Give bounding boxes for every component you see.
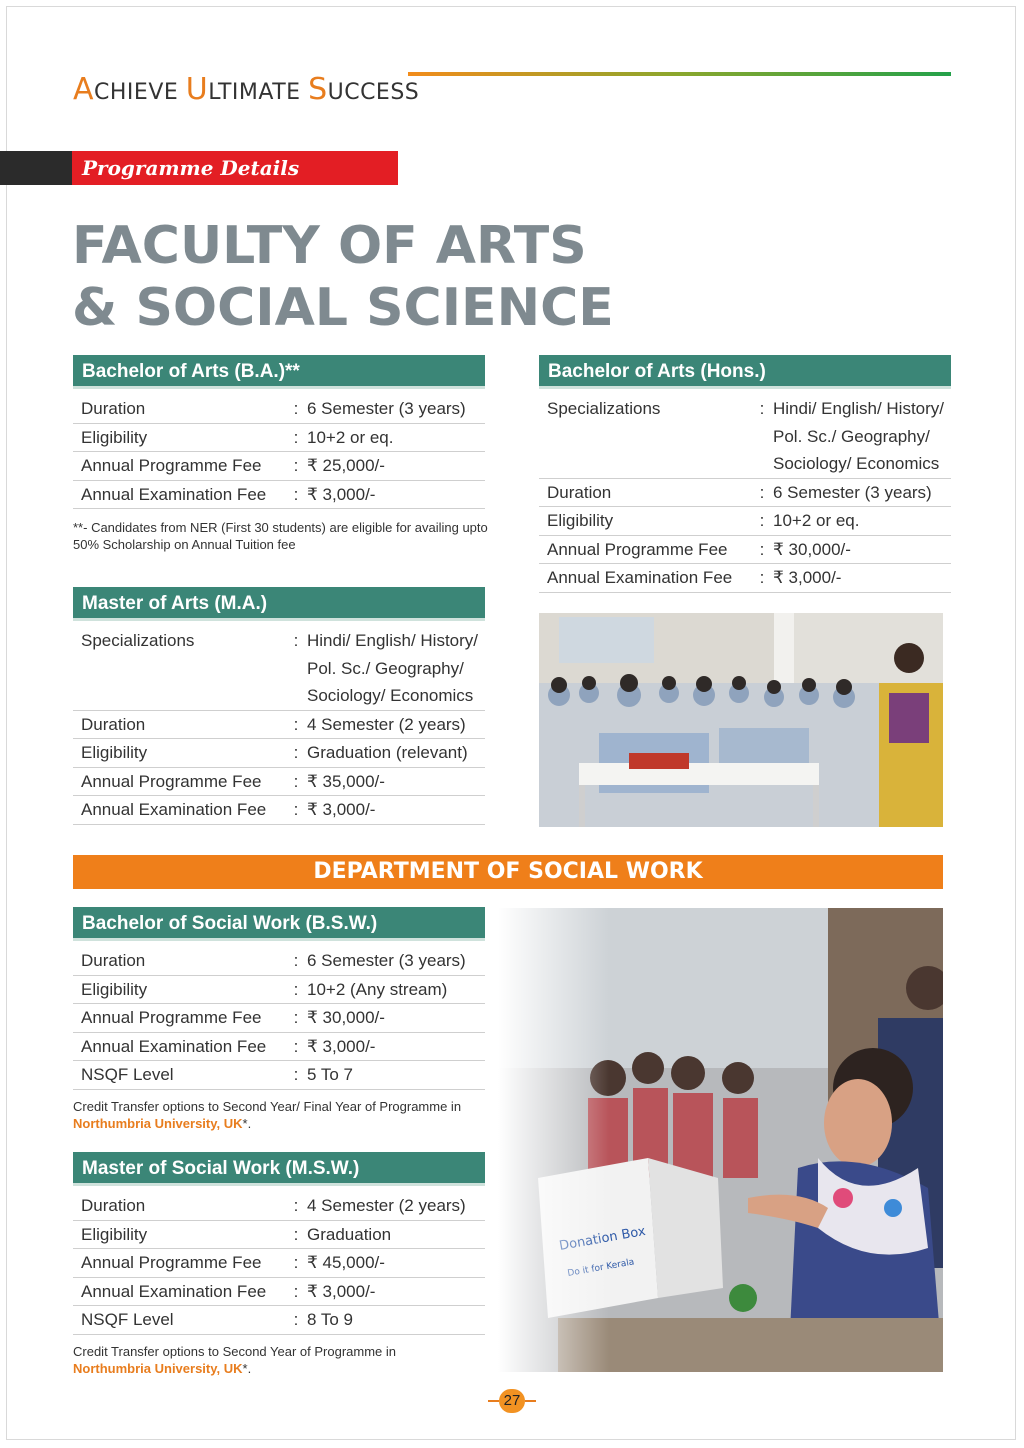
row-colon: :: [289, 1192, 303, 1220]
row-label: Annual Examination Fee: [73, 1277, 289, 1306]
table-row: [73, 1061, 485, 1090]
ma-block: [73, 587, 485, 825]
ba-hons-table: [539, 395, 951, 593]
row-label: Annual Examination Fee: [539, 564, 755, 593]
row-label: Duration: [539, 478, 755, 507]
msw-heading: Master of Social Work (M.S.W.): [73, 1152, 485, 1186]
donation-photo-image: [498, 908, 943, 1372]
row-colon: :: [289, 1004, 303, 1033]
row-label: Annual Programme Fee: [73, 1249, 289, 1278]
table-row: [539, 395, 951, 478]
ba-hons-heading: Bachelor of Arts (Hons.): [539, 355, 951, 389]
row-colon: :: [289, 395, 303, 423]
classroom-photo: [539, 613, 943, 827]
row-colon: :: [289, 1061, 303, 1090]
row-label: NSQF Level: [73, 1061, 289, 1090]
tagline-cap: U: [185, 72, 209, 107]
row-label: Annual Examination Fee: [73, 796, 289, 825]
specialization-line: Sociology/ Economics: [307, 686, 474, 705]
row-value: 4 Semester (2 years): [303, 1192, 485, 1220]
donation-photo: [498, 908, 943, 1372]
row-value: ₹ 30,000/-: [303, 1004, 485, 1033]
row-value: 6 Semester (3 years): [303, 947, 485, 975]
row-colon: :: [289, 452, 303, 481]
tagline-word: LTIMATE: [208, 80, 309, 105]
row-label: Annual Examination Fee: [73, 1032, 289, 1061]
table-row: [73, 975, 485, 1004]
row-value: Graduation: [303, 1220, 485, 1249]
tagline-word: CHIEVE: [94, 80, 186, 105]
row-value: 10+2 or eq.: [769, 507, 951, 536]
row-value: 8 To 9: [303, 1306, 485, 1335]
row-value: ₹ 25,000/-: [303, 452, 485, 481]
row-colon: :: [755, 507, 769, 536]
bsw-block: [73, 907, 485, 1090]
row-value: [769, 395, 951, 478]
table-row: [73, 452, 485, 481]
row-value: ₹ 3,000/-: [303, 796, 485, 825]
row-colon: :: [755, 564, 769, 593]
msw-note: [73, 1343, 493, 1377]
row-label: Annual Examination Fee: [73, 480, 289, 509]
bsw-table: [73, 947, 485, 1090]
ba-note-mark: **: [73, 520, 84, 535]
row-label: Annual Programme Fee: [73, 767, 289, 796]
row-label: Specializations: [73, 627, 289, 710]
row-value: ₹ 45,000/-: [303, 1249, 485, 1278]
row-value: Graduation (relevant): [303, 739, 485, 768]
ba-hons-block: [539, 355, 951, 593]
row-label: Eligibility: [73, 423, 289, 452]
row-label: Eligibility: [539, 507, 755, 536]
specialization-line: Sociology/ Economics: [773, 454, 940, 473]
ba-note: [73, 519, 488, 553]
row-value: [303, 627, 485, 710]
ba-table: [73, 395, 485, 509]
tagline-word: UCCESS: [327, 80, 420, 105]
row-colon: :: [289, 1220, 303, 1249]
specialization-line: Pol. Sc./ Geography/: [773, 426, 930, 446]
row-value: ₹ 3,000/-: [769, 564, 951, 593]
row-value: ₹ 35,000/-: [303, 767, 485, 796]
row-label: Annual Programme Fee: [73, 1004, 289, 1033]
row-label: Duration: [73, 395, 289, 423]
table-row: [539, 478, 951, 507]
row-label: Eligibility: [73, 739, 289, 768]
page-number-rule: [525, 1400, 536, 1402]
row-colon: :: [755, 478, 769, 507]
table-row: [539, 535, 951, 564]
row-label: Annual Programme Fee: [539, 535, 755, 564]
msw-note-end: *.: [242, 1361, 252, 1376]
row-colon: :: [289, 1032, 303, 1061]
row-label: NSQF Level: [73, 1306, 289, 1335]
msw-table: [73, 1192, 485, 1335]
table-row: [73, 767, 485, 796]
row-value: ₹ 3,000/-: [303, 1277, 485, 1306]
table-row: [73, 739, 485, 768]
row-colon: :: [289, 480, 303, 509]
table-row: [73, 1032, 485, 1061]
table-row: [73, 423, 485, 452]
table-row: [73, 710, 485, 739]
section-label: Programme Details: [72, 151, 398, 185]
row-colon: :: [289, 975, 303, 1004]
page-title: [72, 215, 614, 339]
table-row: [73, 796, 485, 825]
table-row: [73, 1192, 485, 1220]
ma-table: [73, 627, 485, 825]
page-title-line2: & SOCIAL SCIENCE: [72, 278, 614, 338]
row-label: Specializations: [539, 395, 755, 478]
row-colon: :: [289, 767, 303, 796]
row-colon: :: [755, 395, 769, 478]
row-value: ₹ 3,000/-: [303, 1032, 485, 1061]
specialization-line: Pol. Sc./ Geography/: [307, 658, 464, 678]
row-colon: :: [289, 1306, 303, 1335]
table-row: [539, 564, 951, 593]
northumbria-link: Northumbria University, UK: [73, 1361, 243, 1376]
row-colon: :: [755, 535, 769, 564]
row-value: 5 To 7: [303, 1061, 485, 1090]
bsw-note-text: Credit Transfer options to Second Year/ Final Year of Programme in: [73, 1099, 462, 1114]
classroom-photo-image: [539, 613, 943, 827]
table-row: [73, 1306, 485, 1335]
table-row: [73, 627, 485, 710]
bsw-note: [73, 1098, 493, 1132]
row-value: 4 Semester (2 years): [303, 710, 485, 739]
table-row: [73, 947, 485, 975]
table-row: [539, 507, 951, 536]
row-label: Eligibility: [73, 975, 289, 1004]
row-colon: :: [289, 627, 303, 710]
row-value: 6 Semester (3 years): [303, 395, 485, 423]
page-number-badge: 27: [499, 1389, 525, 1413]
northumbria-link: Northumbria University, UK: [73, 1116, 243, 1131]
row-label: Duration: [73, 1192, 289, 1220]
table-row: [73, 480, 485, 509]
row-label: Duration: [73, 710, 289, 739]
row-colon: :: [289, 710, 303, 739]
row-label: Annual Programme Fee: [73, 452, 289, 481]
row-value: ₹ 30,000/-: [769, 535, 951, 564]
specialization-line: Hindi/ English/ History/: [773, 399, 945, 418]
tagline: [73, 72, 419, 107]
bsw-heading: Bachelor of Social Work (B.S.W.): [73, 907, 485, 941]
row-label: Duration: [73, 947, 289, 975]
ba-heading: Bachelor of Arts (B.A.)**: [73, 355, 485, 389]
page-number: [488, 1389, 536, 1413]
bsw-note-end: *.: [242, 1116, 252, 1131]
table-row: [73, 1249, 485, 1278]
row-colon: :: [289, 1277, 303, 1306]
row-value: 10+2 (Any stream): [303, 975, 485, 1004]
department-heading: DEPARTMENT OF SOCIAL WORK: [73, 855, 943, 889]
tagline-cap: S: [308, 72, 328, 107]
ba-block: [73, 355, 485, 509]
tagline-cap: A: [73, 72, 95, 107]
row-colon: :: [289, 947, 303, 975]
specialization-line: Hindi/ English/ History/: [307, 631, 479, 650]
msw-note-text: Credit Transfer options to Second Year of Programme in: [73, 1344, 397, 1359]
table-row: [73, 395, 485, 423]
table-row: [73, 1220, 485, 1249]
page-number-rule: [488, 1400, 499, 1402]
table-row: [73, 1277, 485, 1306]
header-rule: [408, 72, 951, 76]
msw-block: [73, 1152, 485, 1335]
row-colon: :: [289, 423, 303, 452]
row-colon: :: [289, 796, 303, 825]
row-value: 10+2 or eq.: [303, 423, 485, 452]
ba-note-text: - Candidates from NER (First 30 students) are eligible for availing upto 50% Scholarship on Annual Tuition fee: [73, 520, 488, 552]
ma-heading: Master of Arts (M.A.): [73, 587, 485, 621]
section-label-accent: [0, 151, 72, 185]
table-row: [73, 1004, 485, 1033]
row-label: Eligibility: [73, 1220, 289, 1249]
row-colon: :: [289, 1249, 303, 1278]
row-value: ₹ 3,000/-: [303, 480, 485, 509]
row-value: 6 Semester (3 years): [769, 478, 951, 507]
row-colon: :: [289, 739, 303, 768]
page-title-line1: FACULTY OF ARTS: [72, 216, 587, 276]
